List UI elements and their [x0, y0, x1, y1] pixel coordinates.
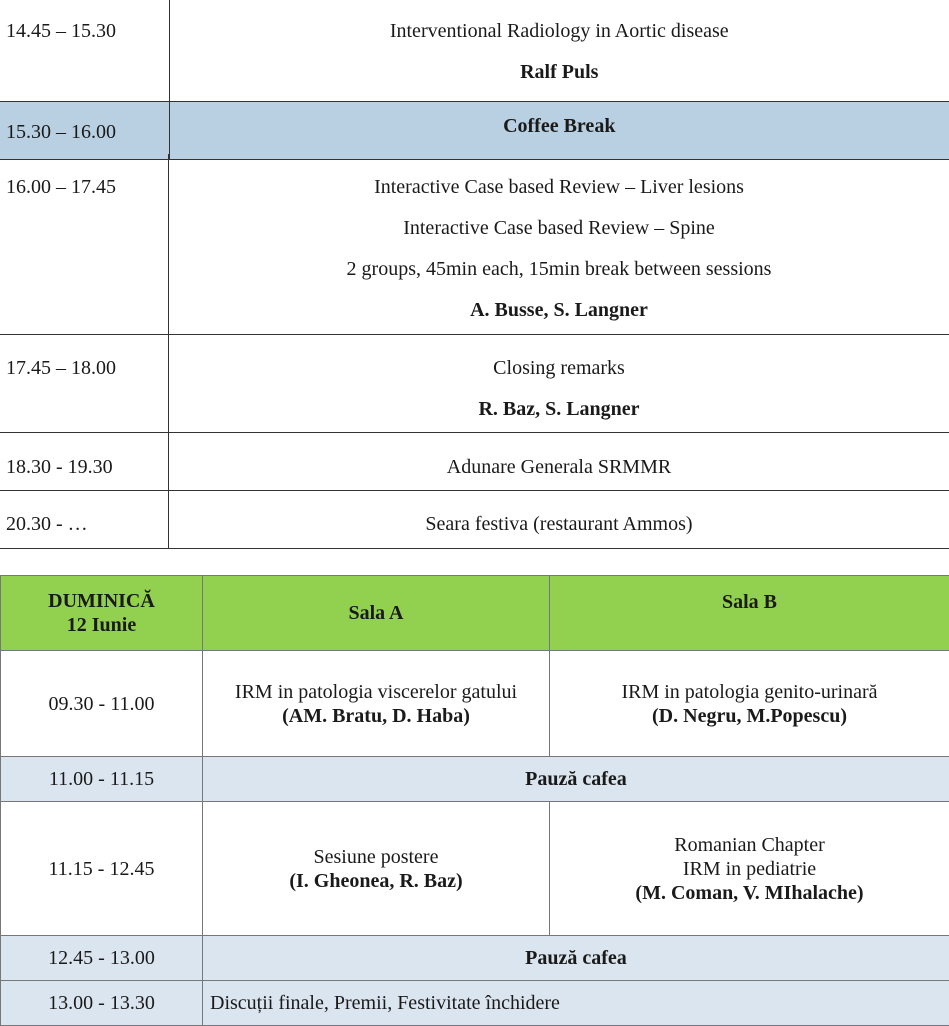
session-title: IRM in patologia viscerelor gatului	[203, 680, 549, 704]
schedule-row	[0, 154, 949, 335]
session-title: IRM in patologia genito-urinară	[550, 680, 949, 704]
session-speakers: A. Busse, S. Langner	[169, 298, 949, 322]
schedule-row	[0, 0, 949, 102]
table-row	[1, 802, 949, 936]
room-b-session	[550, 802, 949, 936]
schedule-row	[0, 335, 949, 433]
session-subtitle: IRM in pediatrie	[550, 857, 949, 881]
break-cell: Pauză cafea	[203, 936, 949, 981]
room-b-session	[550, 651, 949, 757]
table-row-break	[1, 757, 949, 802]
session-speakers: Ralf Puls	[170, 60, 949, 84]
break-title: Coffee Break	[170, 114, 949, 138]
session-title: Closing remarks	[169, 356, 949, 380]
session-cell	[169, 335, 949, 432]
time-cell: 11.00 - 11.15	[1, 757, 203, 802]
schedule-table-day1	[0, 0, 949, 160]
schedule-row	[0, 433, 949, 491]
closing-cell: Discuții finale, Premii, Festivitate închidere	[203, 981, 949, 1026]
table-header-row	[1, 576, 949, 651]
time-cell: 15.30 – 16.00	[0, 102, 169, 160]
room-a-session	[203, 651, 550, 757]
session-cell	[169, 154, 949, 334]
room-a-header: Sala A	[203, 576, 550, 651]
time-cell: 20.30 - …	[0, 491, 169, 548]
room-b-header: Sala B	[550, 576, 949, 651]
session-speakers: R. Baz, S. Langner	[169, 397, 949, 421]
day-name: DUMINICĂ	[1, 589, 202, 613]
break-cell: Pauză cafea	[203, 757, 949, 802]
session-title: Interactive Case based Review – Spine	[169, 216, 949, 240]
time-cell: 09.30 - 11.00	[1, 651, 203, 757]
session-title: Romanian Chapter	[550, 833, 949, 857]
session-cell	[169, 0, 949, 102]
time-cell: 13.00 - 13.30	[1, 981, 203, 1026]
break-cell	[169, 102, 949, 160]
session-title: Sesiune postere	[203, 845, 549, 869]
table-row	[1, 981, 949, 1026]
time-cell: 16.00 – 17.45	[0, 154, 169, 334]
schedule-row	[0, 491, 949, 549]
session-speakers: (D. Negru, M.Popescu)	[550, 704, 949, 728]
time-cell: 11.15 - 12.45	[1, 802, 203, 936]
table-row-break	[1, 936, 949, 981]
session-title: Adunare Generala SRMMR	[169, 455, 949, 479]
schedule-table-day2	[0, 575, 949, 1026]
day-header	[1, 576, 203, 651]
session-cell	[169, 491, 949, 548]
session-title: Seara festiva (restaurant Ammos)	[169, 512, 949, 536]
time-cell: 18.30 - 19.30	[0, 433, 169, 490]
session-title: Interventional Radiology in Aortic disease	[170, 19, 949, 43]
session-speakers: (M. Coman, V. MIhalache)	[550, 881, 949, 905]
time-cell: 12.45 - 13.00	[1, 936, 203, 981]
session-speakers: (I. Gheonea, R. Baz)	[203, 869, 549, 893]
session-speakers: (AM. Bratu, D. Haba)	[203, 704, 549, 728]
session-title: Interactive Case based Review – Liver lesions	[169, 175, 949, 199]
schedule-row-break	[0, 102, 949, 160]
time-cell: 14.45 – 15.30	[0, 0, 169, 102]
table-row	[1, 651, 949, 757]
session-cell	[169, 433, 949, 490]
session-note: 2 groups, 45min each, 15min break between sessions	[169, 257, 949, 281]
room-a-session	[203, 802, 550, 936]
time-cell: 17.45 – 18.00	[0, 335, 169, 432]
day-date: 12 Iunie	[1, 613, 202, 637]
